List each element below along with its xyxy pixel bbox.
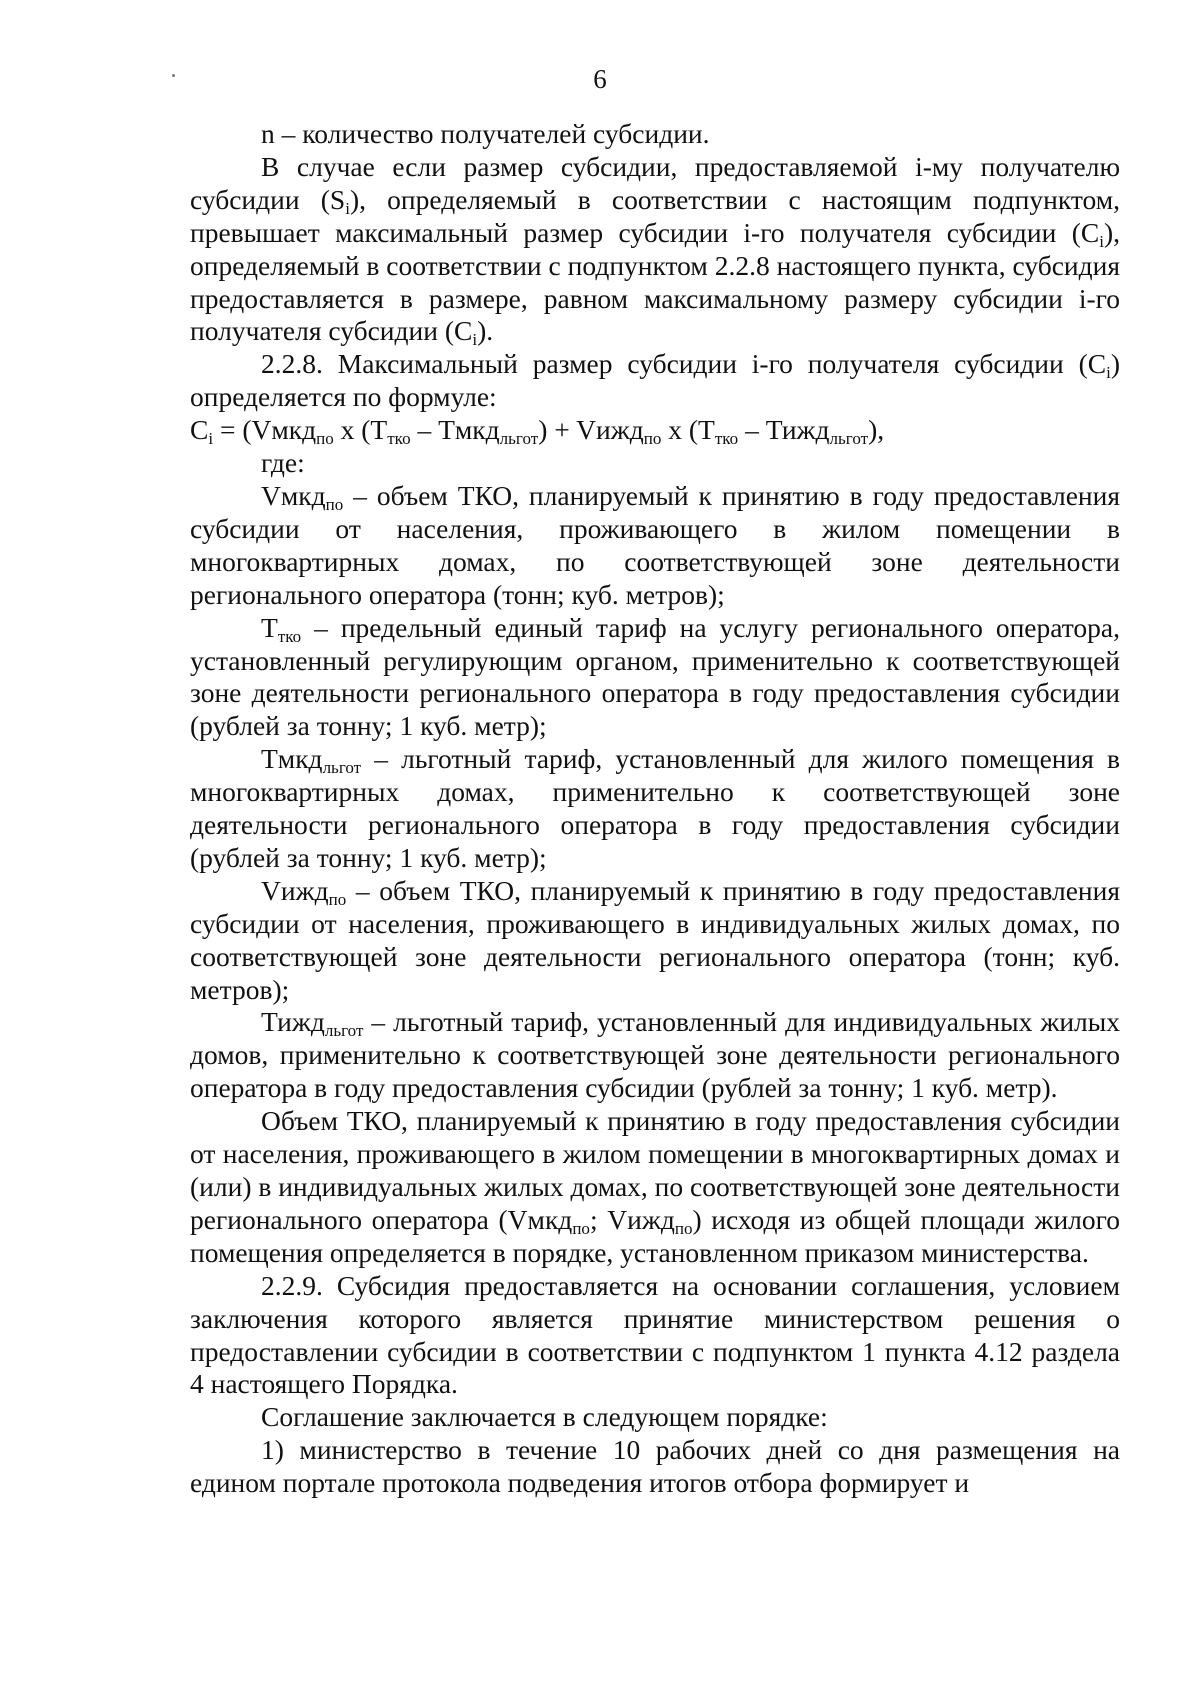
list-item-1: 1) министерство в течение 10 рабочих дней со дня размещения на едином портале протокола подведения итогов отбора формирует и	[190, 1434, 1120, 1499]
where-label: где:	[261, 447, 305, 479]
paragraph-agreement-order: Соглашение заключается в следующем порядке:	[261, 1401, 828, 1433]
paragraph-subsidy-cap-case: В случае если размер субсидии, предоставляемой i-му получателю субсидии $(S_i)$, определяемый в соответствии с настоящим подпунктом, превышает максимальный размер субсидии i-го получателя субсидии $(C_i)$, определяемый в соответствии с подпунктом 2.2.8 настоящего пункта, субсидия предоставляется в размере, равном максимальному размеру субсидии i-го получателя субсидии $(C_i)$.	[190, 150, 1120, 350]
paragraph-2-2-9: 2.2.9. Субсидия предоставляется на основании соглашения, условием заключения которого является принятие министерством решения о предоставлении субсидии в соответствии с подпунктом 1 пункта 4.12 раздела 4 настоящего Порядка.	[190, 1269, 1120, 1400]
max-subsidy-formula: $C_i$ = (Vмкд$_{по}$ x ($T_{тко}$ – Tмкд$_{льгот}$) + Vижд$_{по}$ x ($T_{тко}$ – Тижд$_{льгот}$),	[190, 414, 885, 448]
definition-vmkd: Vмкд$_{по}$ – объем ТКО, планируемый к принятию в году предоставления субсидии от населения, проживающего в жилом помещении в многоквартирных домах, по соответствующей зоне деятельности регионального оператора (тонн; куб. метров);	[190, 479, 1120, 610]
definition-tizhd: Тижд$_{льгот}$ – льготный тариф, установленный для индивидуальных жилых домов, применительно к соответствующей зоне деятельности регионального оператора в году предоставления субсидии (рублей за тонну; 1 куб. метр).	[190, 1006, 1120, 1104]
definition-ttko: $T_{тко}$ – предельный единый тариф на услугу регионального оператора, установленный регулирующим органом, применительно к соответствующей зоне деятельности регионального оператора в году предоставления субсидии (рублей за тонну; 1 куб. метр);	[190, 611, 1120, 742]
definition-tmkd: Tмкд$_{льгот}$ – льготный тариф, установленный для жилого помещения в многоквартирных домах, применительно к соответствующей зоне деятельности регионального оператора в году предоставления субсидии (рублей за тонну; 1 куб. метр);	[190, 743, 1120, 873]
paragraph-2-2-8: 2.2.8. Максимальный размер субсидии i-го получателя субсидии $(C_i)$ определяется по формуле:	[190, 348, 1120, 413]
page-number: 6	[593, 64, 607, 94]
document-body	[190, 118, 1120, 1500]
paragraph-tko-volume: Объем ТКО, планируемый к принятию в году предоставления субсидии от населения, проживающего в жилом помещении в многоквартирных домах и (или) в индивидуальных жилых домах, по соответствующей зоне деятельности регионального оператора (Vмкд$_{по}$; Vижд$_{по}$) исходя из общей площади жилого помещения определяется в порядке, установленном приказом министерства.	[190, 1105, 1120, 1268]
definition-vizhd: Vижд$_{по}$ – объем ТКО, планируемый к принятию в году предоставления субсидии от населения, проживающего в индивидуальных жилых домах, по соответствующей зоне деятельности регионального оператора (тонн; куб. метров);	[190, 874, 1120, 1005]
paragraph-n-definition: n – количество получателей субсидии.	[261, 118, 710, 149]
